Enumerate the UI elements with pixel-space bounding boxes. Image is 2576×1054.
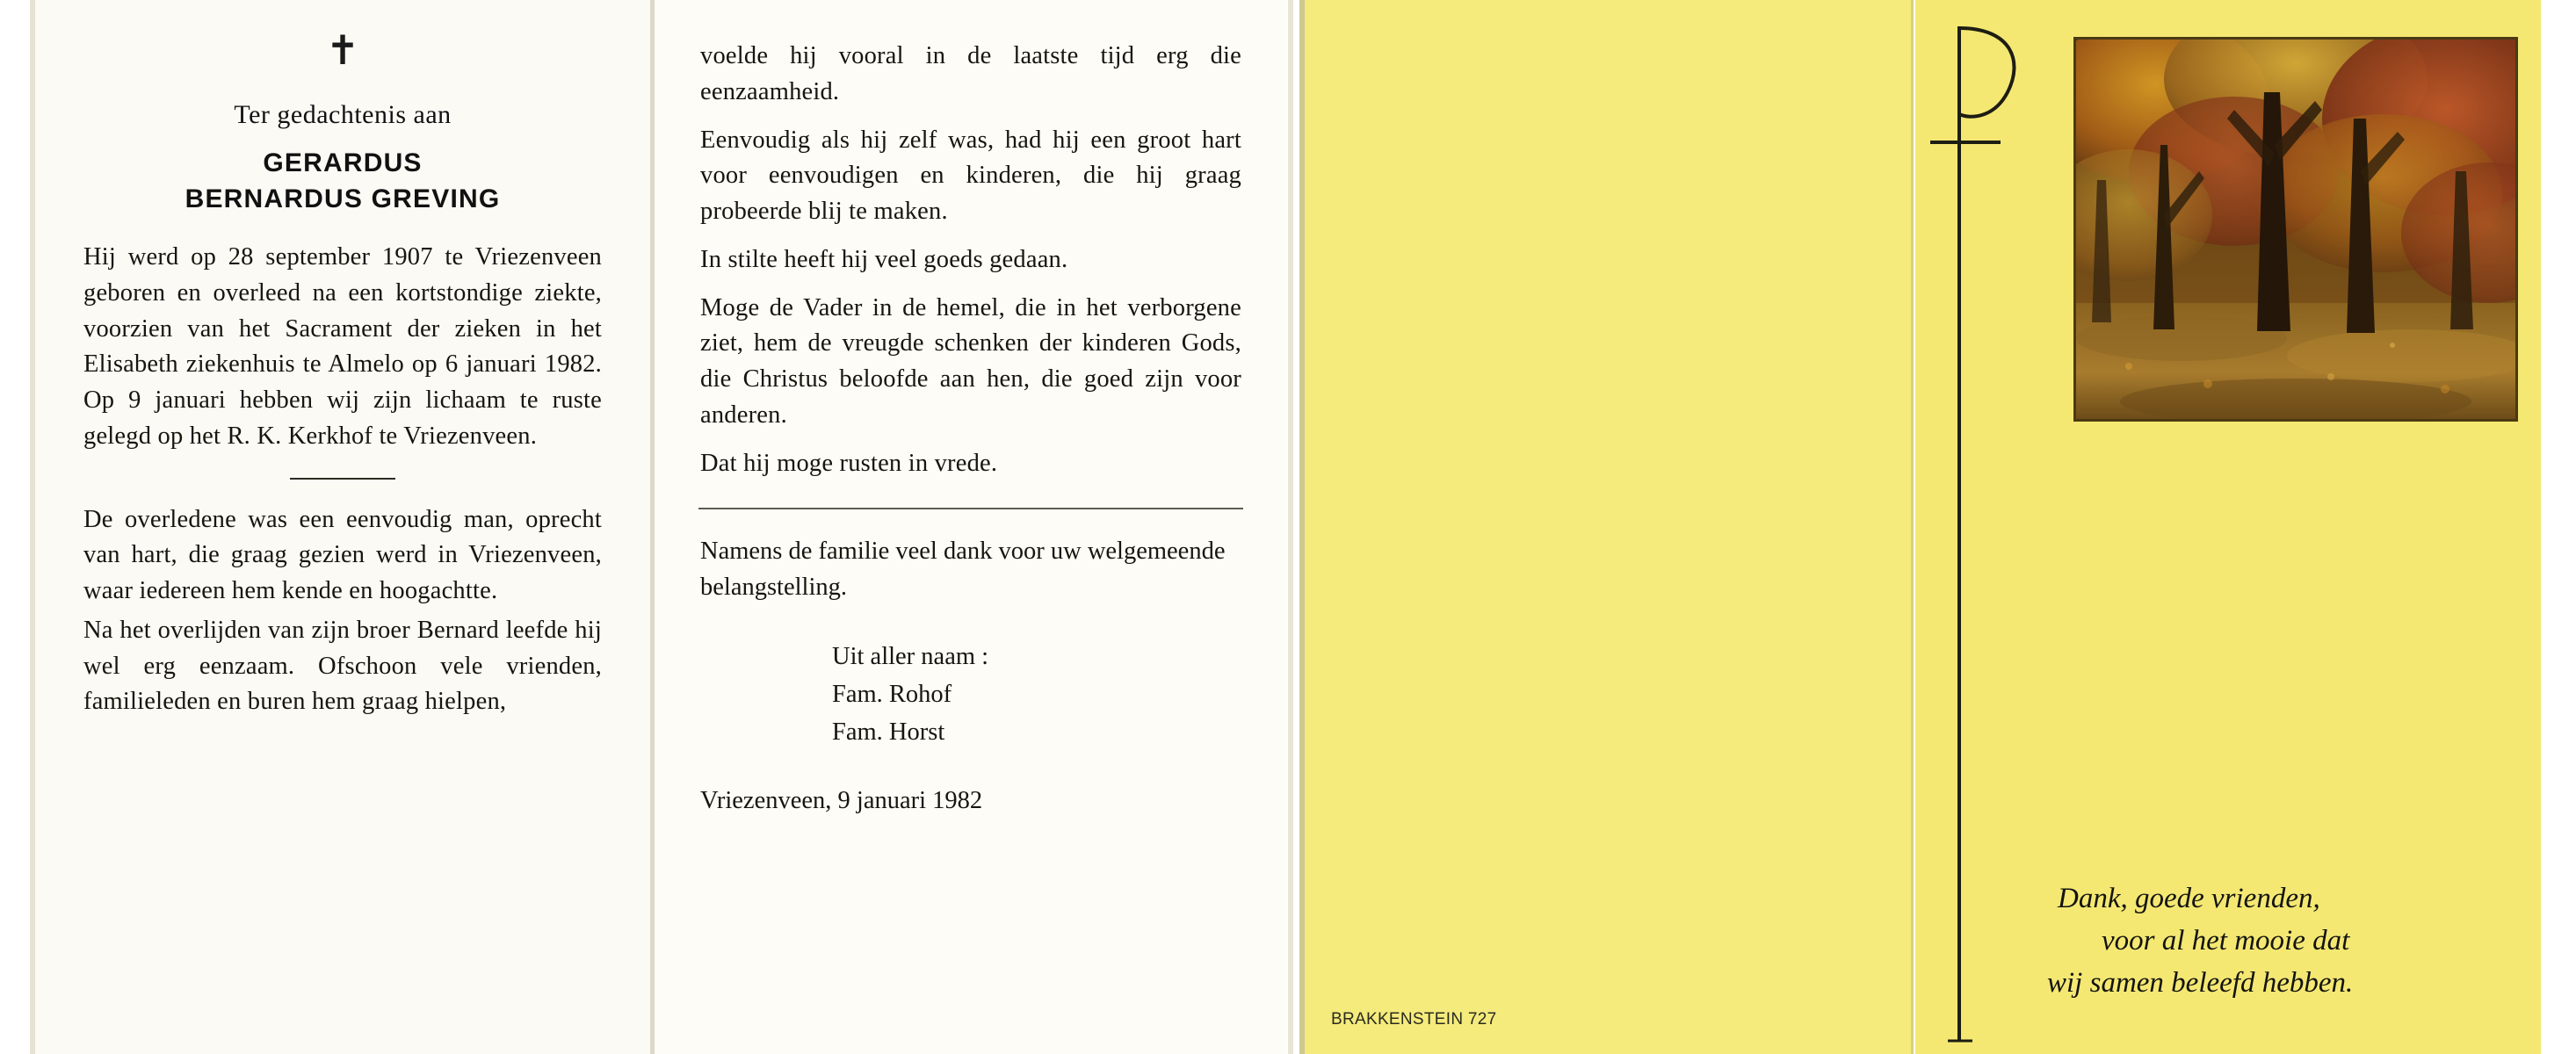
printer-mark: BRAKKENSTEIN 727 <box>1331 1010 1497 1029</box>
latin-cross-icon: ✝ <box>325 26 360 74</box>
deceased-name-line1: GERARDUS <box>263 148 423 177</box>
middle-paragraphs <box>700 39 1241 481</box>
divider-rule <box>290 478 395 480</box>
place-and-date: Vriezenveen, 9 januari 1982 <box>700 786 983 814</box>
deceased-name-line2: BERNARDUS GREVING <box>185 184 501 213</box>
left-paragraph-1 <box>83 240 602 455</box>
thanks-text: Namens de familie veel dank voor uw welgemeende belangstelling. <box>700 537 1226 601</box>
autumn-forest-photo <box>2073 37 2518 422</box>
photo-artwork <box>2076 40 2515 419</box>
left-paragraph-1-text: Hij werd op 28 september 1907 te Vriezenveen geboren en overleed na een kortstondige ziekte, voorzien van het Sacrament der zieken in het Elisabeth ziekenhuis te Almelo op 6 januari 1982. Op 9 januari hebben wij zijn lichaam te ruste gelegd op het R. K. Kerkhof te Vriezenveen. <box>83 243 602 450</box>
middle-paragraph-4: Moge de Vader in de hemel, die in het verborgene ziet, hem de vreugde schenken der kinderen Gods, die Christus beloofde aan hen, die goed zijn voor anderen. <box>700 293 1241 429</box>
caption-line-3: wij samen beleefd hebben. <box>2047 966 2354 999</box>
signature-family-2: Fam. Horst <box>832 718 945 746</box>
middle-paragraph-5: Dat hij moge rusten in vrede. <box>700 449 998 477</box>
middle-page <box>655 0 1287 1054</box>
panel-edge <box>1288 0 1293 1054</box>
left-paragraph-2 <box>83 502 602 610</box>
signature-intro: Uit aller naam : <box>832 643 989 671</box>
left-paragraph-3-text: Na het overlijden van zijn broer Bernard leefde hij wel erg eenzaam. Ofschoon vele vrienden, familieleden en buren hem graag hielpen, <box>83 616 602 716</box>
cover-caption <box>2047 878 2526 1005</box>
left-paragraph-3 <box>83 613 602 720</box>
left-page <box>35 0 650 1054</box>
middle-paragraph-1: voelde hij vooral in de laatste tijd erg die eenzaamheid. <box>700 42 1241 105</box>
signature-block <box>700 639 1241 751</box>
deceased-name <box>35 146 650 217</box>
divider-rule <box>698 508 1243 509</box>
signature-family-1: Fam. Rohof <box>832 681 952 708</box>
left-paragraph-2-text: De overledene was een eenvoudig man, oprecht van hart, die graag gezien werd in Vriezenveen, waar iedereen hem kende en hoogachtte. <box>83 505 602 604</box>
caption-line-2: voor al het mooie dat <box>2102 924 2350 957</box>
dedication-text: Ter gedachtenis aan <box>234 100 452 129</box>
middle-paragraph-2: Eenvoudig als hij zelf was, had hij een groot hart voor eenvoudigen en kinderen, die hij graag probeerde blij te maken. <box>700 126 1241 225</box>
caption-line-1: Dank, goede vrienden, <box>2058 883 2320 914</box>
middle-paragraph-3: In stilte heeft hij veel goeds gedaan. <box>700 245 1068 273</box>
blank-yellow-page <box>1305 0 1911 1054</box>
chi-rho-staff-icon <box>1928 9 2043 1050</box>
panel-edge <box>2541 0 2576 1054</box>
